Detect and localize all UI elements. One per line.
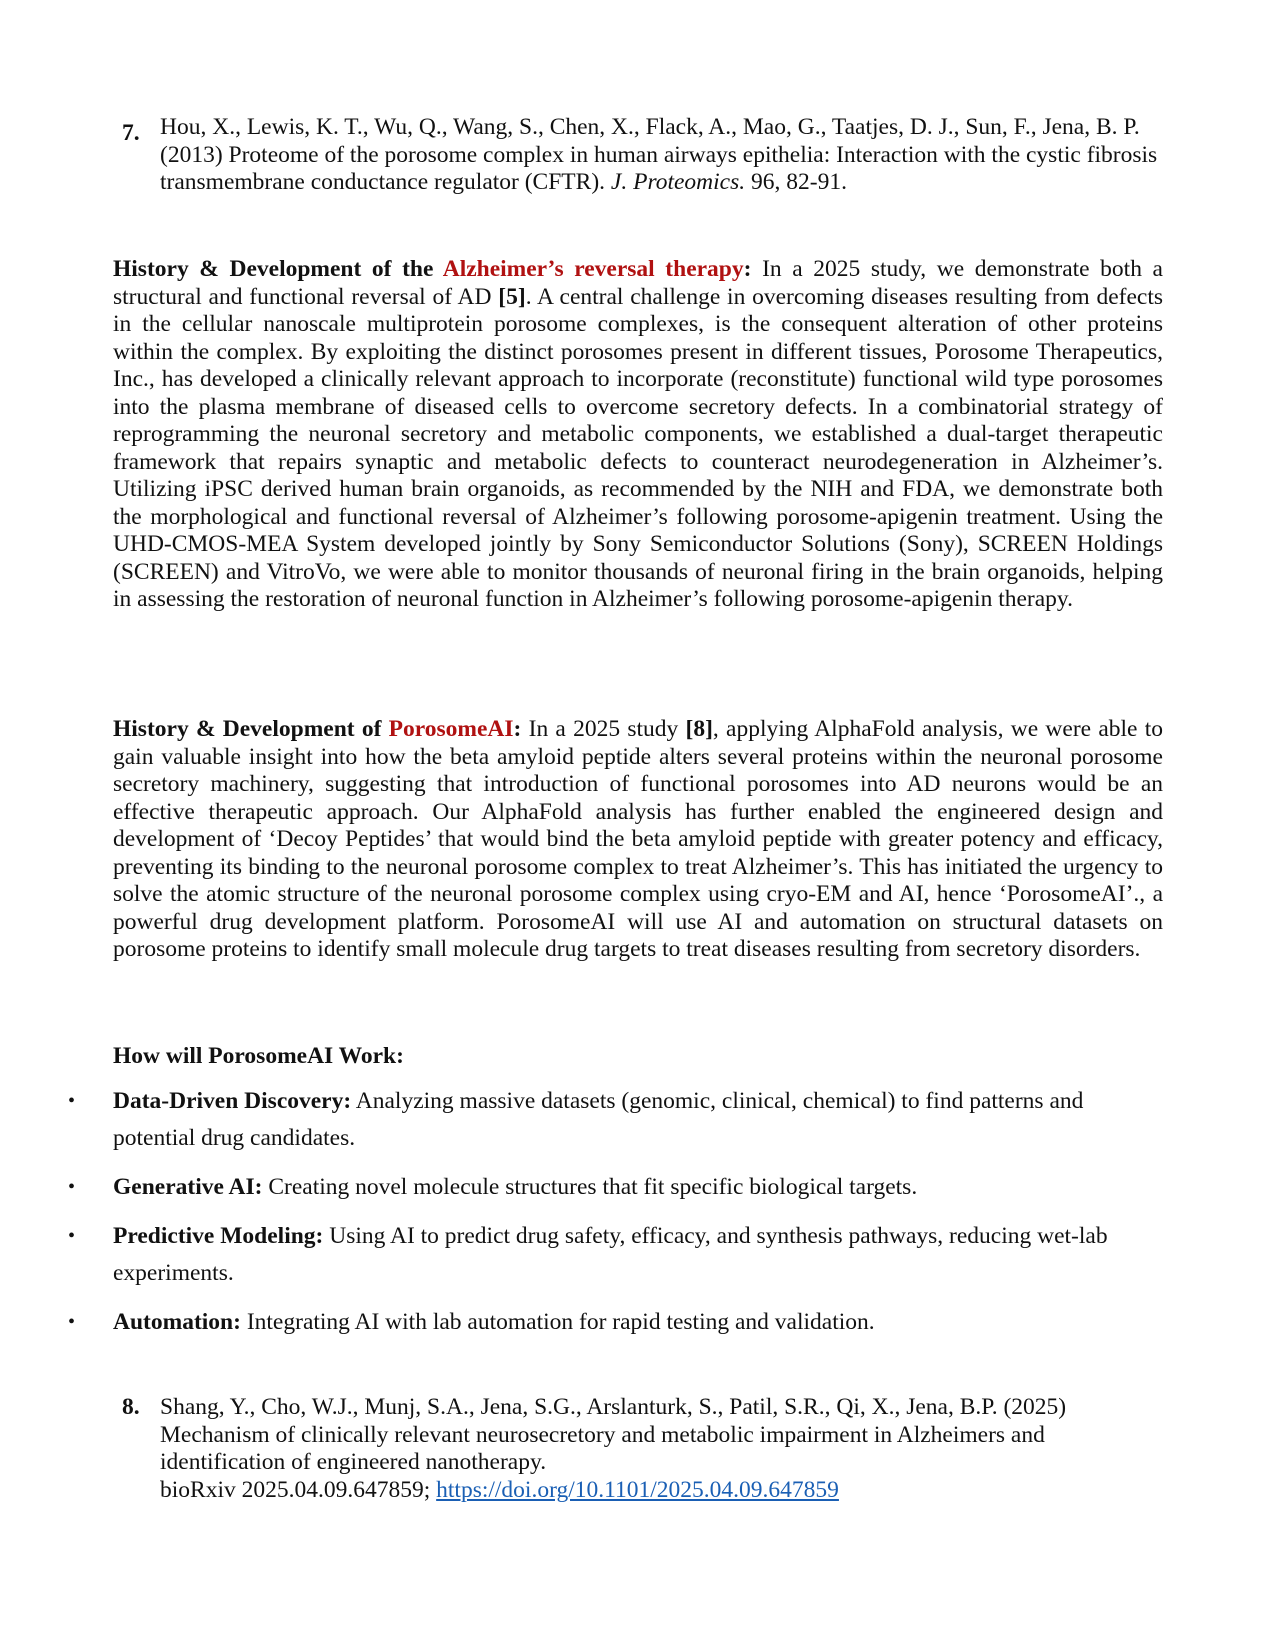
bullet-icon: • xyxy=(68,1225,76,1247)
list-item xyxy=(68,1304,1168,1341)
list-item-text: Analyzing massive datasets (genomic, clinical, chemical) to find patterns and potential drug candidates. xyxy=(113,1088,1084,1151)
citation: [5] xyxy=(498,283,526,310)
list-item-label: Automation: xyxy=(113,1309,241,1335)
reference-number: 7. xyxy=(122,120,140,146)
reference-number: 8. xyxy=(122,1394,140,1420)
citation: [8] xyxy=(685,716,713,742)
how-it-works-list xyxy=(68,1083,1168,1353)
reference-text: Hou, X., Lewis, K. T., Wu, Q., Wang, S., Chen, X., Flack, A., Mao, G., Taatjes, D. J., Sun, F., Jena, B. P. (2013) Proteome of the porosome complex in human airways epithelia: Interaction with the cystic fibrosis transmembrane conductance regulator (CFTR). J. Proteomics. 96, 82-91. xyxy=(160,114,1158,195)
list-item-label: Data-Driven Discovery: xyxy=(113,1088,352,1114)
list-item xyxy=(68,1083,1168,1157)
porosomeai-section: History & Development of PorosomeAI: In a 2025 study [8], applying AlphaFold analysis, we were able to gain valuable insight into how the beta amyloid peptide alters several proteins within the neuronal porosome secretory machinery, suggesting that introduction of functional porosomes into AD neurons would be an effective therapeutic approach. Our AlphaFold analysis has further enabled the engineered design and development of ‘Decoy Peptides’ that would bind the beta amyloid peptide with greater potency and efficacy, preventing its binding to the neuronal porosome complex to treat Alzheimer’s. This has initiated the urgency to solve the atomic structure of the neuronal porosome complex using cryo-EM and AI, hence ‘PorosomeAI’., a powerful drug development platform. PorosomeAI will use AI and automation on structural datasets on porosome proteins to identify small molecule drug targets to treat diseases resulting from secretory disorders. xyxy=(113,716,1163,962)
reference-title: Mechanism of clinically relevant neurosecretory and metabolic impairment in Alzheimers and identification of engineered nanotherapy. xyxy=(160,1421,1045,1475)
doi-link[interactable]: https://doi.org/10.1101/2025.04.09.647859 xyxy=(436,1476,839,1503)
list-item-label: Predictive Modeling: xyxy=(113,1223,324,1249)
section-heading-highlight: Alzheimer’s reversal therapy xyxy=(442,256,744,282)
reference-text xyxy=(160,1394,1162,1504)
list-item-text: Creating novel molecule structures that fit specific biological targets. xyxy=(262,1174,918,1200)
alzheimers-reversal-section: History & Development of the Alzheimer’s reversal therapy: In a 2025 study, we demonstrate both a structural and functional reversal of AD [5]. A central challenge in overcoming diseases resulting from defects in the cellular nanoscale multiprotein porosome complexes, is the consequent alteration of other proteins within the complex. By exploiting the distinct porosomes present in different tissues, Porosome Therapeutics, Inc., has developed a clinically relevant approach to incorporate (reconstitute) functional wild type porosomes into the plasma membrane of diseased cells to overcome secretory defects. In a combinatorial strategy of reprogramming the neuronal secretory and metabolic components, we established a dual-target therapeutic framework that repairs synaptic and metabolic defects to counteract neurodegeneration in Alzheimer’s. Utilizing iPSC derived human brain organoids, as recommended by the NIH and FDA, we demonstrate both the morphological and functional reversal of Alzheimer’s following porosome-apigenin treatment. Using the UHD-CMOS-MEA System developed jointly by Sony Semiconductor Solutions (Sony), SCREEN Holdings (SCREEN) and VitroVo, we were able to monitor thousands of neuronal firing in the brain organoids, helping in assessing the restoration of neuronal function in Alzheimer’s following porosome-apigenin therapy. xyxy=(113,256,1163,612)
reference-source: bioRxiv 2025.04.09.647859; https://doi.org/10.1101/2025.04.09.647859 xyxy=(160,1476,839,1503)
section-heading-highlight: PorosomeAI xyxy=(388,716,514,742)
bullet-icon: • xyxy=(68,1311,76,1333)
list-item xyxy=(68,1169,1168,1206)
journal-name: J. Proteomics. xyxy=(610,169,746,195)
list-item xyxy=(68,1218,1168,1292)
bullet-icon: • xyxy=(68,1090,76,1112)
section-heading: History & Development of xyxy=(113,716,389,742)
list-item-label: Generative AI: xyxy=(113,1174,263,1200)
list-item-text: Integrating AI with lab automation for rapid testing and validation. xyxy=(240,1309,875,1335)
reference-authors: Shang, Y., Cho, W.J., Munj, S.A., Jena, S.G., Arslanturk, S., Patil, S.R., Qi, X., Jena, B.P. (2025) xyxy=(160,1394,1067,1420)
how-it-works-heading: How will PorosomeAI Work: xyxy=(113,1043,404,1069)
reference-7 xyxy=(122,114,1162,197)
section-heading: History & Development of the xyxy=(113,256,443,282)
reference-8 xyxy=(122,1394,1162,1504)
bullet-icon: • xyxy=(68,1176,76,1198)
list-item-text: Using AI to predict drug safety, efficacy, and synthesis pathways, reducing wet-lab experiments. xyxy=(113,1223,1108,1286)
